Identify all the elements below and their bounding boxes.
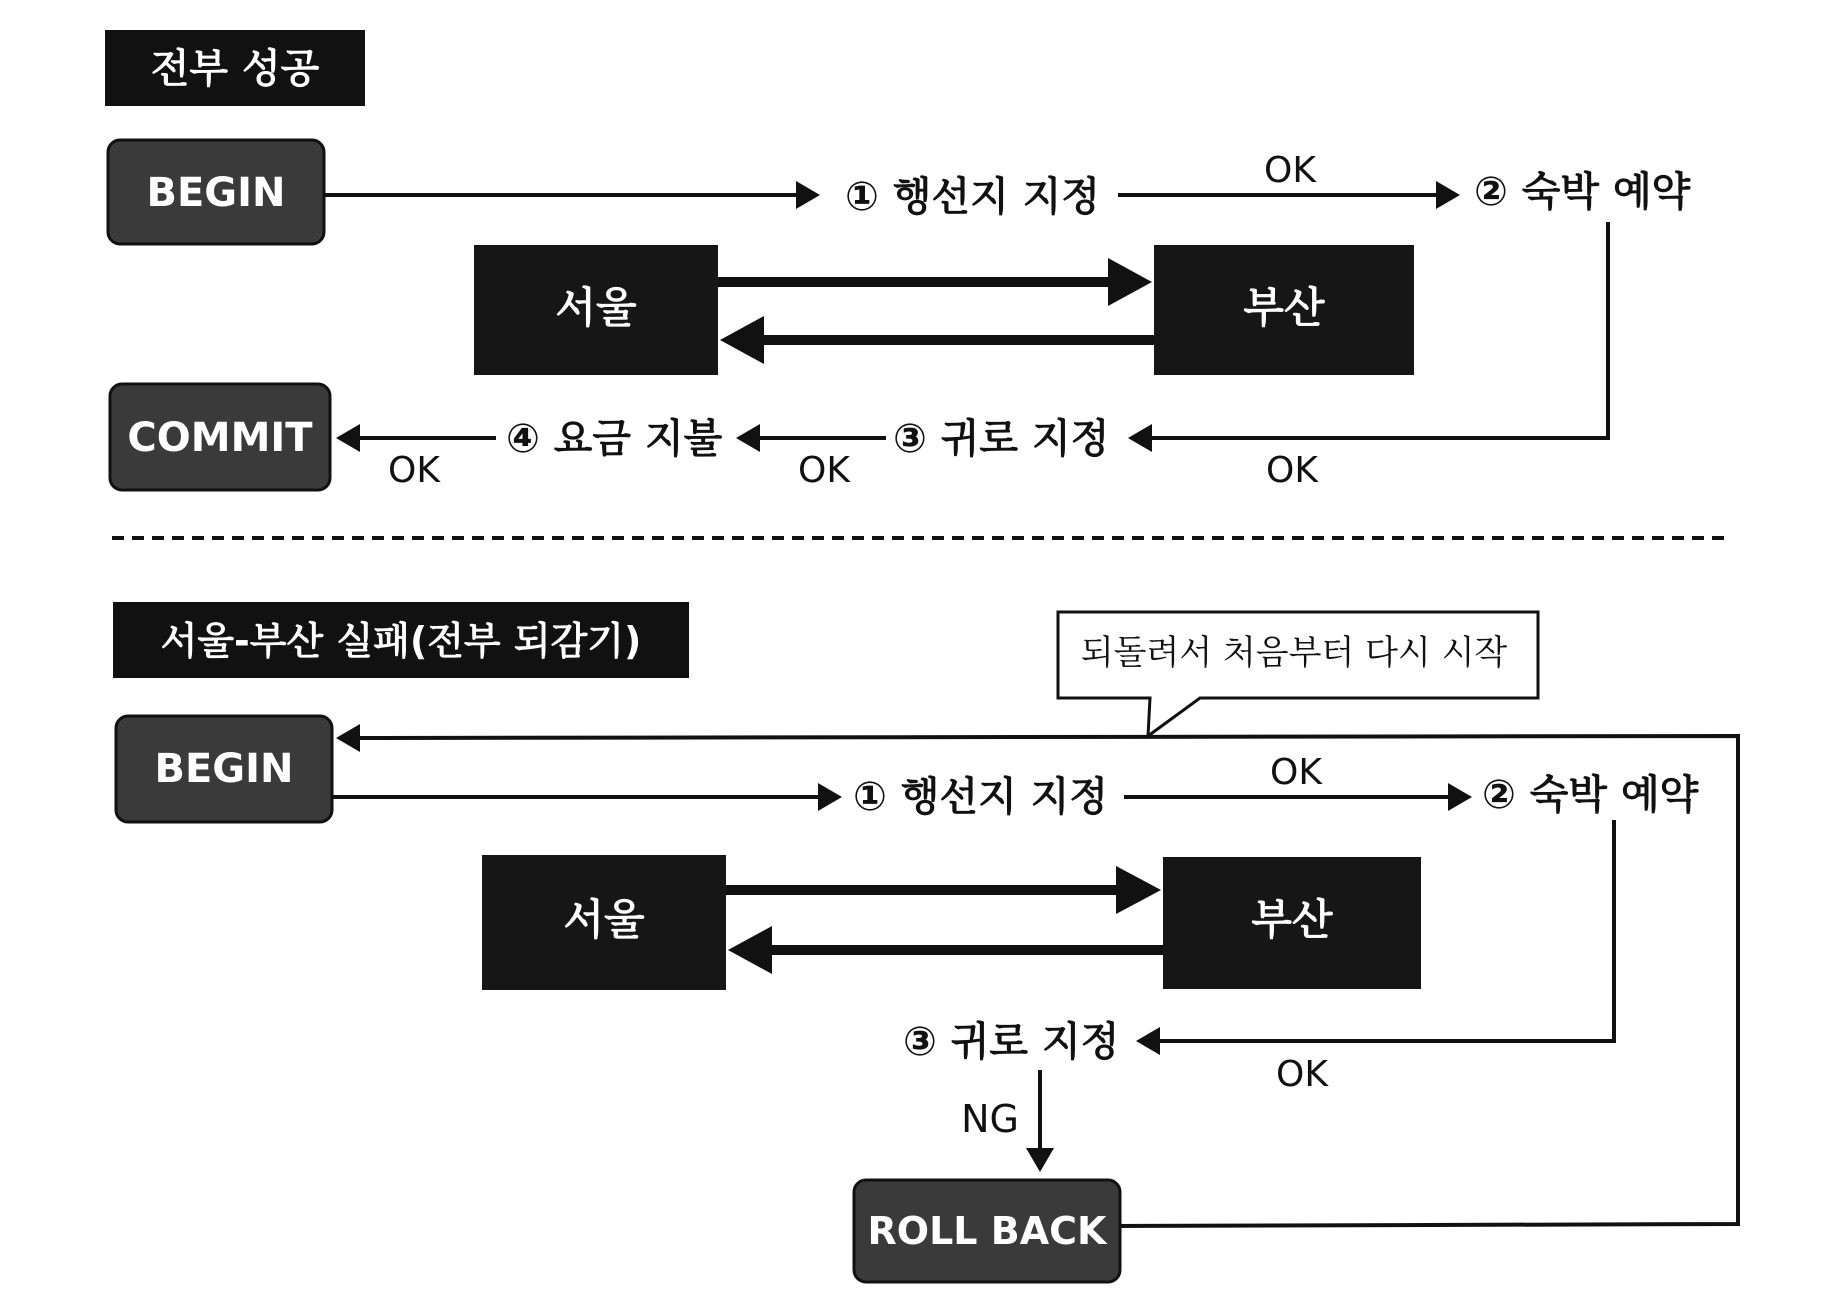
success-section: [105, 30, 1692, 491]
success-step4: ④ 요금 지불: [506, 416, 723, 462]
failure-step2: ② 숙박 예약: [1482, 772, 1699, 818]
callout-text: 되돌려서 처음부터 다시 시작: [1080, 633, 1508, 673]
failure-ok-1-2: OK: [1270, 752, 1322, 793]
success-ok-4-commit: OK: [388, 450, 440, 491]
arrowhead-step3-to-rollback: [1026, 1148, 1054, 1172]
failure-ok-2-3: OK: [1276, 1054, 1328, 1095]
failure-title: 서울-부산 실패(전부 되감기): [160, 619, 642, 663]
failure-step1: ① 행선지 지정: [853, 774, 1108, 820]
arrowhead-step3-to-step4: [736, 424, 760, 452]
arrowhead-begin-to-step1: [796, 181, 820, 209]
arrowhead-step1-to-step2: [1436, 181, 1460, 209]
failure-arrowhead-step1-to-step2: [1448, 783, 1472, 811]
failure-begin-label: BEGIN: [154, 746, 294, 792]
failure-section: [113, 602, 1738, 1282]
success-city-seoul: 서울: [555, 283, 637, 332]
arrowhead-step2-to-step3: [1128, 424, 1152, 452]
failure-thick-arrowhead-seoul-to-busan: [1116, 866, 1161, 914]
arrowhead-step4-to-commit: [336, 424, 360, 452]
success-step1: ① 행선지 지정: [845, 174, 1100, 220]
success-step2: ② 숙박 예약: [1474, 169, 1691, 215]
failure-city-seoul: 서울: [563, 895, 645, 944]
failure-arrowhead-begin-to-step1: [818, 783, 842, 811]
arrowhead-rollback-to-begin: [336, 724, 360, 752]
failure-thick-arrowhead-busan-to-seoul: [728, 926, 772, 974]
success-begin-label: BEGIN: [146, 170, 286, 216]
success-ok-2-3: OK: [1266, 450, 1318, 491]
failure-ng: NG: [961, 1097, 1019, 1141]
failure-city-busan: 부산: [1251, 895, 1333, 944]
rollback-label: ROLL BACK: [867, 1209, 1107, 1253]
failure-header: [113, 602, 689, 678]
success-header: [105, 30, 365, 106]
success-step3: ③ 귀로 지정: [893, 416, 1110, 462]
success-commit-label: COMMIT: [127, 415, 313, 461]
callout-bubble: [1058, 612, 1538, 736]
failure-step3: ③ 귀로 지정: [903, 1019, 1120, 1065]
success-ok-1-2: OK: [1264, 150, 1316, 191]
thick-arrowhead-busan-to-seoul: [720, 316, 764, 364]
thick-arrowhead-seoul-to-busan: [1108, 258, 1152, 306]
failure-arrowhead-step2-to-step3: [1136, 1027, 1160, 1055]
success-ok-3-4: OK: [798, 450, 850, 491]
success-title: 전부 성공: [150, 46, 320, 92]
success-city-busan: 부산: [1243, 283, 1325, 332]
